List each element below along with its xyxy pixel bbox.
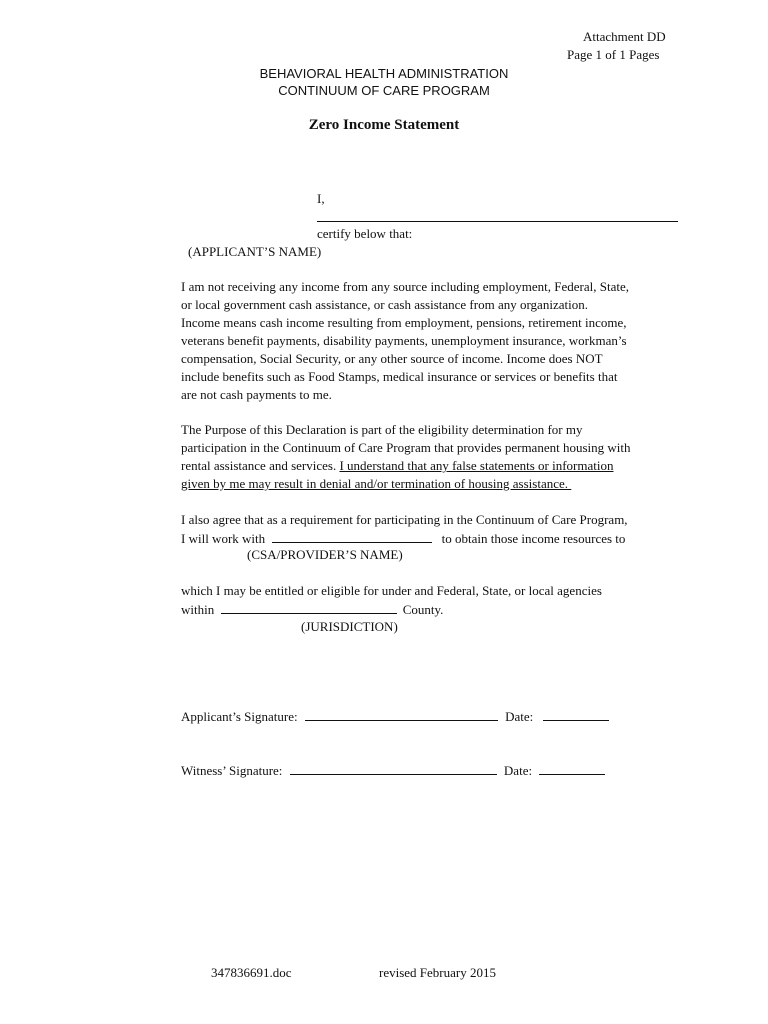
- applicant-name-line[interactable]: [317, 221, 678, 222]
- date-label: Date:: [503, 763, 533, 778]
- entitlement-line-1: which I may be entitled or eligible for under and Federal, State, or local agencies: [181, 583, 602, 598]
- applicant-signature-line[interactable]: [305, 707, 498, 721]
- page-count: Page 1 of 1 Pages: [567, 47, 660, 62]
- paragraph-line: or local government cash assistance, or cash assistance from any organization.: [181, 297, 588, 312]
- paragraph-line: include benefits such as Food Stamps, medical insurance or services or benefits that: [181, 369, 618, 384]
- provider-caption: (CSA/PROVIDER’S NAME): [247, 547, 403, 562]
- applicant-name-caption: (APPLICANT’S NAME): [188, 244, 322, 259]
- paragraph-line: Income means cash income resulting from employment, pensions, retirement income,: [181, 315, 627, 330]
- agreement-text: I will work with: [181, 531, 266, 546]
- declaration-paragraph: [181, 421, 631, 493]
- witness-date-line[interactable]: [539, 761, 605, 775]
- jurisdiction-caption: (JURISDICTION): [301, 619, 398, 634]
- paragraph-text: rental assistance and services.: [181, 458, 340, 473]
- date-label: Date:: [505, 709, 534, 724]
- applicant-signature-row: [181, 707, 609, 726]
- agreement-line-1: I also agree that as a requirement for participating in the Continuum of Care Program,: [181, 512, 628, 527]
- footer-revised: revised February 2015: [379, 965, 496, 980]
- attachment-label: Attachment DD: [583, 29, 666, 44]
- org-line-1: BEHAVIORAL HEALTH ADMINISTRATION: [259, 66, 509, 81]
- entitlement-text: within: [181, 602, 215, 617]
- witness-signature-line[interactable]: [290, 761, 497, 775]
- agreement-text: to obtain those income resources to: [441, 531, 626, 546]
- paragraph-line: participation in the Continuum of Care Program that provides permanent housing with: [181, 440, 631, 455]
- provider-name-line[interactable]: [272, 529, 432, 543]
- paragraph-line: I am not receiving any income from any source including employment, Federal, State,: [181, 279, 630, 294]
- document-title: Zero Income Statement: [308, 117, 460, 133]
- paragraph-line: [181, 457, 631, 475]
- witness-signature-row: [181, 761, 605, 780]
- witness-signature-label: Witness’ Signature:: [181, 763, 283, 778]
- jurisdiction-line[interactable]: [221, 600, 397, 614]
- entitlement-text: County.: [402, 602, 444, 617]
- paragraph-line: [181, 475, 631, 493]
- i-label: I,: [317, 191, 325, 206]
- entitlement-line-2: [181, 600, 443, 619]
- paragraph-line: veterans benefit payments, disability payments, unemployment insurance, workman’s: [181, 333, 627, 348]
- paragraph-line: compensation, Social Security, or any other source of income. Income does NOT: [181, 351, 603, 366]
- warning-text: I understand that any false statements or information: [339, 458, 614, 473]
- warning-text: given by me may result in denial and/or termination of housing assistance.: [181, 476, 572, 491]
- income-paragraph: [181, 278, 629, 404]
- applicant-date-line[interactable]: [543, 707, 609, 721]
- paragraph-line: The Purpose of this Declaration is part of the eligibility determination for my: [181, 422, 583, 437]
- paragraph-line: are not cash payments to me.: [181, 387, 332, 402]
- footer-filename: 347836691.doc: [211, 965, 292, 980]
- org-line-2: CONTINUUM OF CARE PROGRAM: [278, 83, 490, 98]
- certify-text: certify below that:: [317, 226, 413, 241]
- applicant-signature-label: Applicant’s Signature:: [181, 709, 298, 724]
